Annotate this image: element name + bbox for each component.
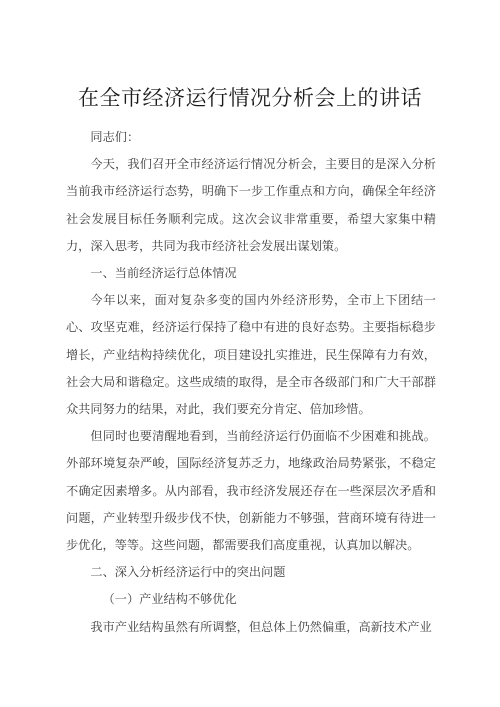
paragraph-overview: 今年以来，面对复杂多变的国内外经济形势，全市上下团结一心、攻坚克难，经济运行保持了稳中有进的良好态势。主要指标稳步增长，产业结构持续优化，项目建设扎实推进，民生保障有力有效，社会大局和谐稳定。这些成绩的取得，是全市各级部门和广大干部群众共同努力的结果，对此，我们要充分肯定、倍加珍惜。: [66, 293, 436, 417]
paragraph-intro: 今天，我们召开全市经济运行情况分析会，主要目的是深入分析当前我市经济运行态势，明确下一步工作重点和方向，确保全年经济社会发展目标任务顺利完成。这次会议非常重要，希望大家集中精力，深入思考，共同为我市经济社会发展出谋划策。: [66, 157, 436, 253]
section-heading-2: 二、深入分析经济运行中的突出问题: [90, 565, 286, 580]
subsection-heading-1: （一）产业结构不够优化: [102, 592, 237, 607]
paragraph-industry: 我市产业结构虽然有所调整，但总体上仍然偏重，高新技术产业: [90, 619, 432, 634]
document-body: [66, 124, 436, 641]
section-heading-1: 一、当前经济运行总体情况: [90, 266, 237, 281]
paragraph-challenges: 但同时也要清醒地看到，当前经济运行仍面临不少困难和挑战。外部环境复杂严峻，国际经济复苏乏力，地缘政治局势紧张，不稳定不确定因素增多。从内部看，我市经济发展还存在一些深层次矛盾和问题，产业转型升级步伐不快，创新能力不够强，营商环境有待进一步优化，等等。这些问题，都需要我们高度重视，认真加以解决。: [66, 429, 436, 553]
document-title: 在全市经济运行情况分析会上的讲话: [78, 86, 422, 110]
salutation: 同志们：: [90, 130, 140, 144]
